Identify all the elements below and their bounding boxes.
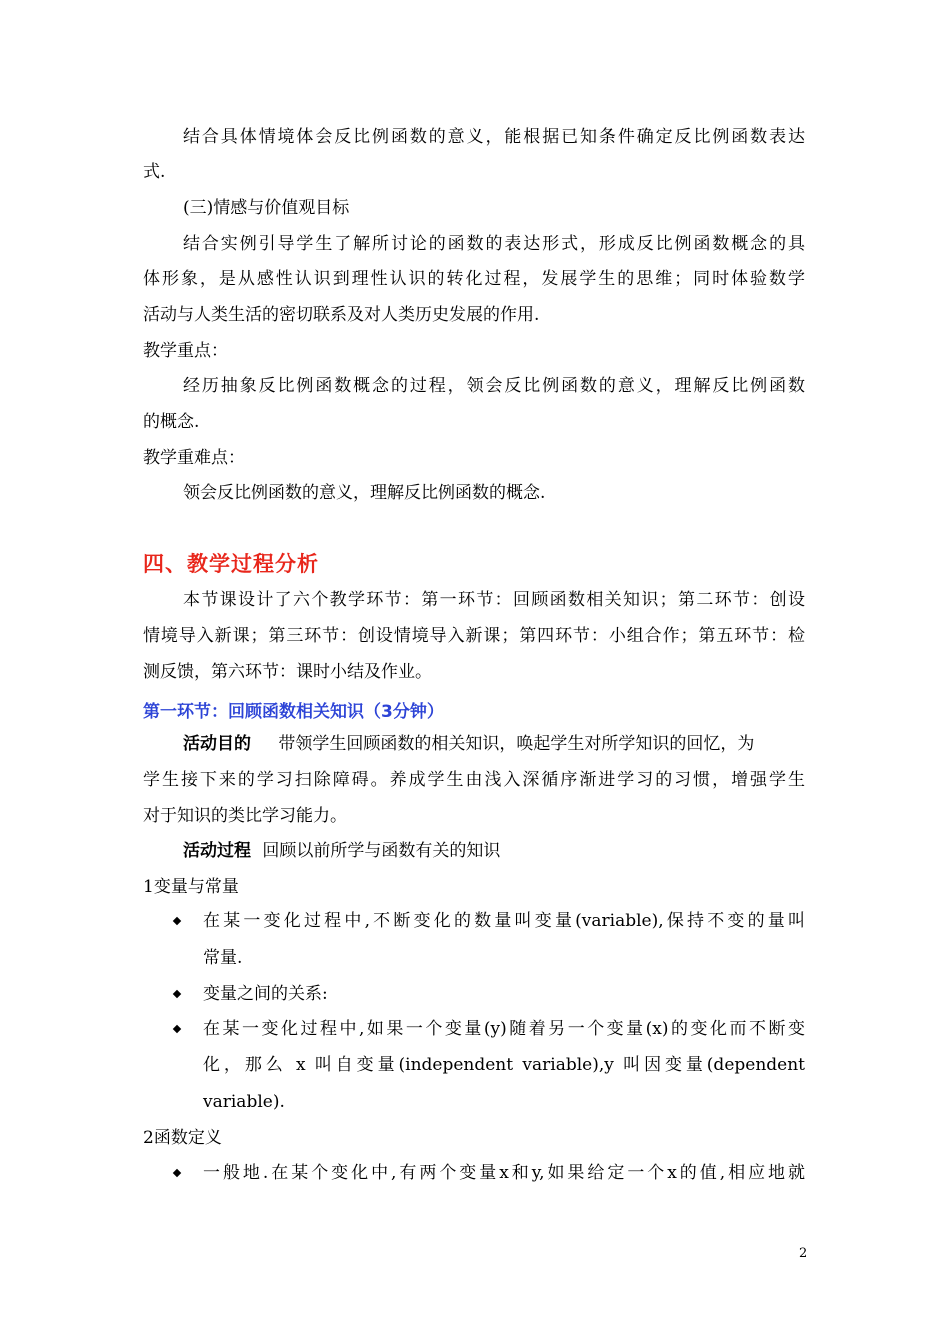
- paragraph-line: 的概念.: [143, 412, 200, 432]
- paragraph-line: 式.: [143, 162, 166, 182]
- page-number: 2: [799, 1246, 808, 1261]
- list-item: 在某一变化过程中,如果一个变量(y)随着另一个变量(x)的变化而不断变: [203, 1019, 805, 1039]
- paragraph-line: 结合实例引导学生了解所讨论的函数的表达形式，形成反比例函数概念的具: [183, 234, 805, 254]
- activity-purpose-text: 带领学生回顾函数的相关知识，唤起学生对所学知识的回忆，为: [278, 734, 755, 754]
- paragraph-line: 体形象，是从感性认识到理性认识的转化过程，发展学生的思维；同时体验数学: [143, 269, 805, 289]
- list-item: 一般地.在某个变化中,有两个变量x和y,如果给定一个x的值,相应地就: [203, 1163, 805, 1183]
- key-points-title: 教学重点：: [143, 341, 228, 361]
- difficult-points-title: 教学重难点：: [143, 448, 245, 468]
- list-item-continuation: 化，那么 x 叫自变量(independent variable),y 叫因变量(dependent: [203, 1055, 805, 1075]
- paragraph-line: 情境导入新课；第三环节：创设情境导入新课；第四环节：小组合作；第五环节：检: [143, 626, 805, 646]
- list-item-continuation: 常量.: [203, 948, 243, 968]
- activity-process-text: 回顾以前所学与函数有关的知识: [262, 841, 501, 861]
- activity-purpose: [183, 732, 805, 756]
- list-item: 在某一变化过程中,不断变化的数量叫变量(variable),保持不变的量叫: [203, 911, 805, 931]
- list-title: 2函数定义: [143, 1128, 222, 1148]
- subsection-title: (三)情感与价值观目标: [183, 198, 350, 218]
- stage-title: 第一环节：回顾函数相关知识（3分钟）: [143, 702, 444, 722]
- list-item: 变量之间的关系:: [203, 984, 328, 1004]
- paragraph-line: 对于知识的类比学习能力。: [143, 806, 347, 826]
- activity-purpose-label: 活动目的: [183, 734, 251, 754]
- paragraph-line: 测反馈，第六环节：课时小结及作业。: [143, 662, 432, 682]
- paragraph-line: 活动与人类生活的密切联系及对人类历史发展的作用.: [143, 305, 540, 325]
- list-item-continuation: variable).: [203, 1092, 285, 1112]
- section-heading: 四、教学过程分析: [143, 552, 319, 576]
- activity-process: [183, 839, 500, 863]
- paragraph-line: 本节课设计了六个教学环节：第一环节：回顾函数相关知识；第二环节：创设: [183, 590, 805, 610]
- paragraph-line: 领会反比例函数的意义，理解反比例函数的概念.: [183, 483, 546, 503]
- list-title: 1变量与常量: [143, 877, 239, 897]
- activity-process-label: 活动过程: [183, 841, 251, 861]
- paragraph-line: 结合具体情境体会反比例函数的意义，能根据已知条件确定反比例函数表达: [183, 127, 805, 147]
- paragraph-line: 经历抽象反比例函数概念的过程，领会反比例函数的意义，理解反比例函数: [183, 376, 805, 396]
- paragraph-line: 学生接下来的学习扫除障碍。养成学生由浅入深循序渐进学习的习惯，增强学生: [143, 770, 805, 790]
